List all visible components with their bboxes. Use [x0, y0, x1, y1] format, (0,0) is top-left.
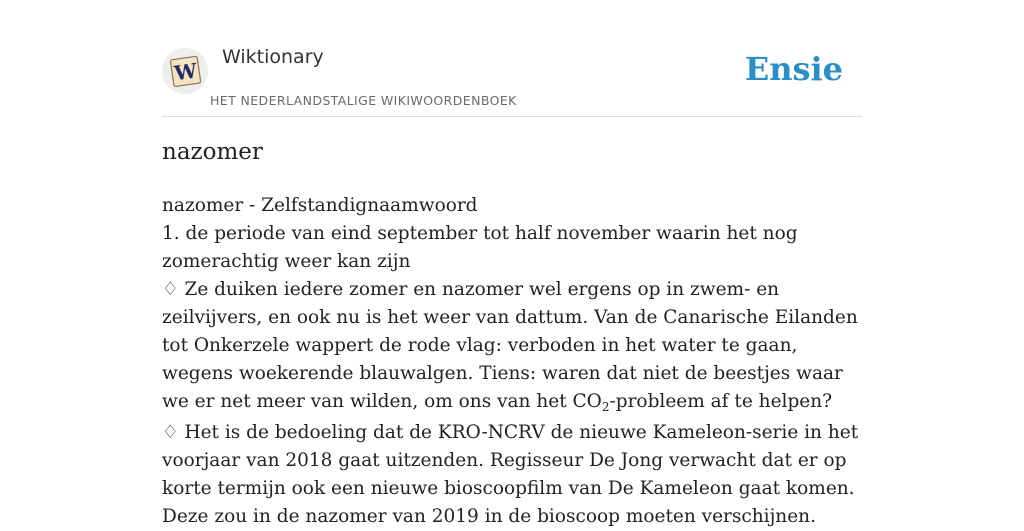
example-1-text: ♢ Ze duiken iedere zomer en nazomer wel ergens op in zwem- en zeilvijvers, en ook nu is het weer van dattum. Van de Canarische Eilanden tot Onkerzele wappert de rode vlag: verboden in het water te gaan, wegens woekerende blauwalgen. Tiens: waren dat niet de beestjes waar we er net meer van wilden, om ons van het CO: [162, 279, 858, 412]
co2-subscript: 2: [601, 400, 610, 414]
wiktionary-logo-icon[interactable]: [162, 48, 208, 94]
example-quote-1: [162, 276, 862, 416]
site-header: [162, 44, 862, 117]
ensie-brand-logo[interactable]: Ensie: [744, 50, 843, 88]
wiktionary-tile-icon: [162, 48, 208, 94]
part-of-speech-line: nazomer - Zelfstandignaamwoord: [162, 195, 478, 216]
definition: 1. de periode van eind september tot half november waarin het nog zomerachtig weer kan zijn: [162, 223, 798, 272]
example-quote-2: ♢ Het is de bedoeling dat de KRO-NCRV de nieuwe Kameleon-serie in het voorjaar van 2018 gaat uitzenden. Regisseur De Jong verwacht dat er op korte termijn ook een nieuwe bioscoopfilm van De Kameleon gaat komen. Deze zou in de nazomer van 2019 in de bioscoop moeten verschijnen.: [162, 422, 859, 527]
site-tagline: HET NEDERLANDSTALIGE WIKIWOORDENBOEK: [210, 93, 517, 108]
page-title: nazomer: [162, 139, 263, 165]
site-name[interactable]: Wiktionary: [222, 46, 324, 68]
example-1-text-end: -probleem af te helpen?: [609, 391, 833, 412]
entry-content: [162, 192, 862, 531]
logo-letter: W: [172, 58, 199, 86]
